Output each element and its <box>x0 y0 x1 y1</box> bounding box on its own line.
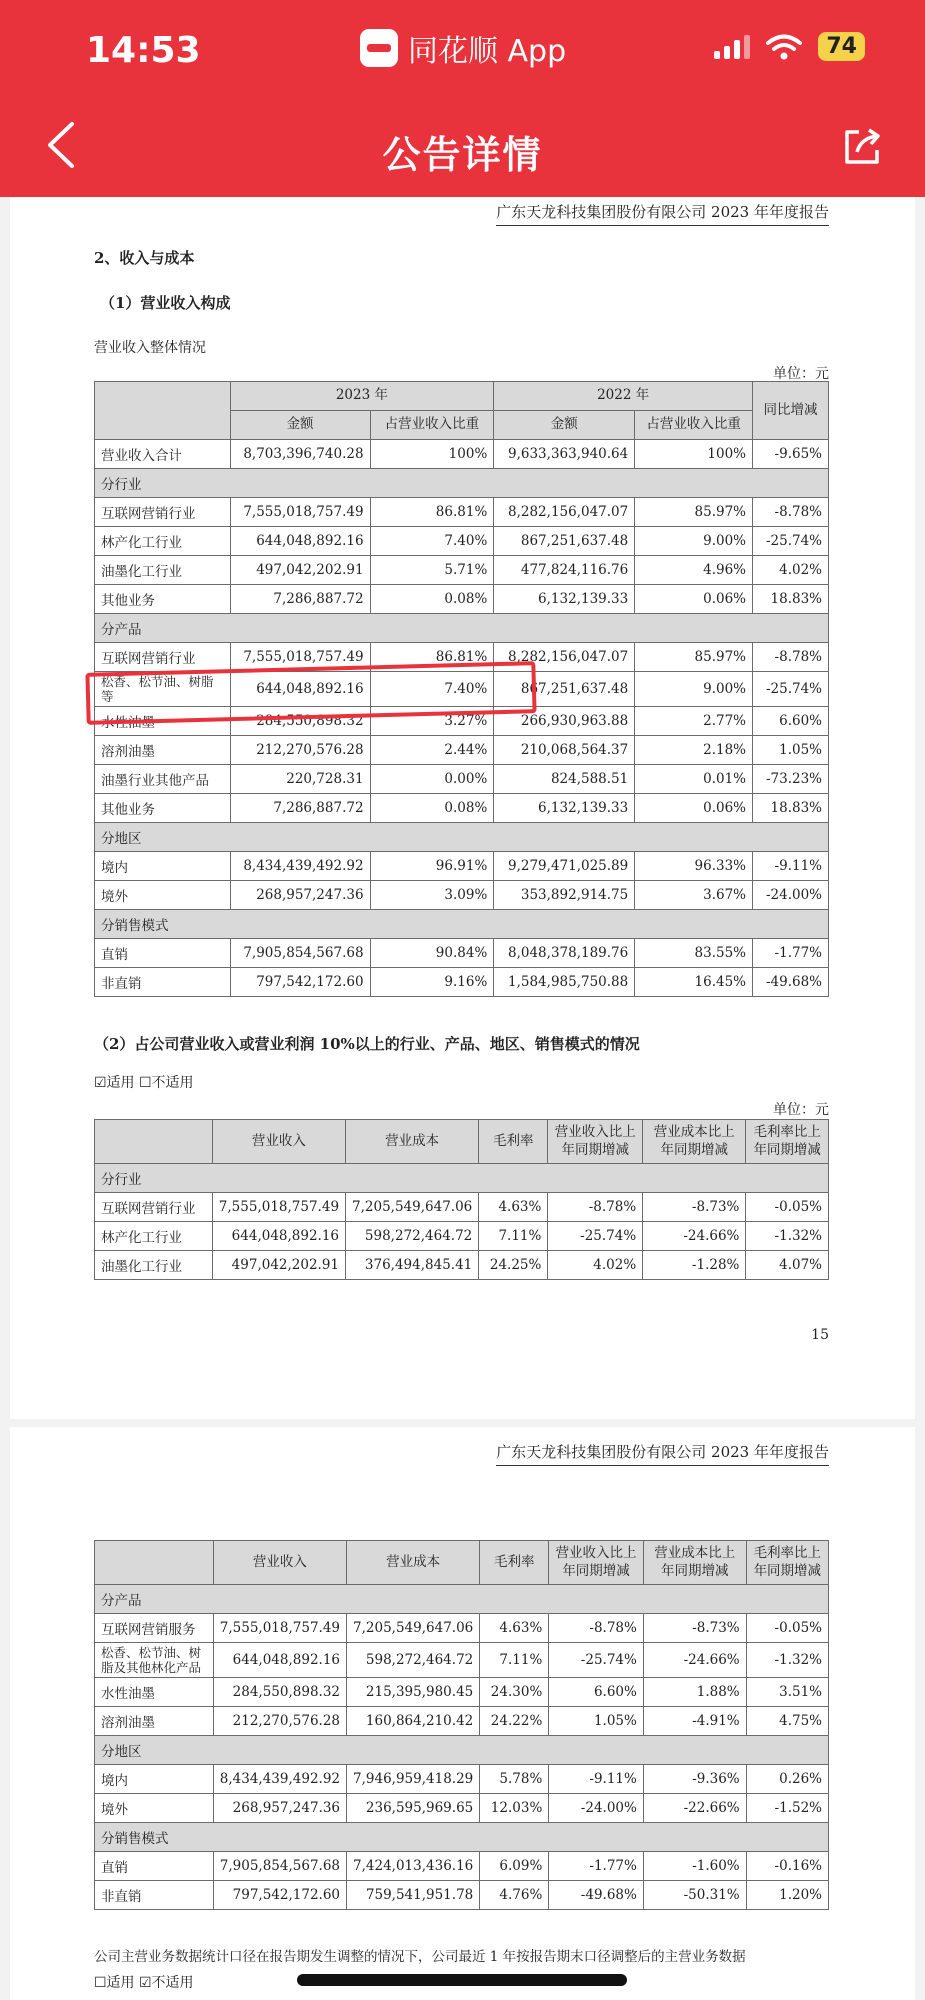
table-cell: 90.84% <box>370 939 494 968</box>
table-cell: 85.97% <box>635 643 753 672</box>
table-cell: 7,424,013,436.16 <box>347 1852 480 1881</box>
table-cell: 8,434,439,492.92 <box>230 852 370 881</box>
table-cell: -0.05% <box>746 1193 829 1222</box>
table-cell: -4.91% <box>643 1707 746 1736</box>
table-cell: 284,550,898.32 <box>213 1678 346 1707</box>
app-badge[interactable] <box>360 26 566 70</box>
table-cell: -9.36% <box>643 1765 746 1794</box>
table-row <box>95 1643 829 1678</box>
table-row <box>95 736 829 765</box>
column-header: 营业成本 <box>346 1120 479 1164</box>
row-label: 直销 <box>95 1852 214 1881</box>
table-cell: 8,434,439,492.92 <box>213 1765 346 1794</box>
table-cell: 376,494,845.41 <box>346 1251 479 1280</box>
group-label: 分地区 <box>95 823 829 852</box>
table-cell: 644,048,892.16 <box>212 1222 345 1251</box>
table-cell: 4.07% <box>746 1251 829 1280</box>
group-label: 分销售模式 <box>95 1823 829 1852</box>
table-cell: -1.77% <box>549 1852 644 1881</box>
table-cell: 2.18% <box>635 736 753 765</box>
table-row <box>95 1678 829 1707</box>
column-header: 营业收入 <box>213 1541 346 1585</box>
table-cell: 7,286,887.72 <box>230 585 370 614</box>
table-cell: -9.11% <box>549 1765 644 1794</box>
table-cell: -24.00% <box>549 1794 644 1823</box>
row-label: 营业收入合计 <box>95 440 231 469</box>
table-cell: 2.44% <box>370 736 494 765</box>
row-label: 非直销 <box>95 1881 214 1910</box>
table-cell: 7,555,018,757.49 <box>212 1193 345 1222</box>
column-header: 营业收入比上年同期增减 <box>549 1541 644 1585</box>
table-cell: 1,584,985,750.88 <box>494 968 635 997</box>
group-label: 分产品 <box>95 1585 829 1614</box>
table-cell: -0.05% <box>746 1614 828 1643</box>
table-cell: 797,542,172.60 <box>213 1881 346 1910</box>
table-cell: -1.52% <box>746 1794 828 1823</box>
app-name: 同花顺 App <box>408 34 567 69</box>
table-cell: 5.71% <box>370 556 494 585</box>
header-amount: 金额 <box>494 411 635 440</box>
table-cell: 0.08% <box>370 794 494 823</box>
row-label: 境外 <box>95 1794 214 1823</box>
table-cell: 497,042,202.91 <box>230 556 370 585</box>
table-cell: 9,633,363,940.64 <box>494 440 635 469</box>
column-header: 毛利率比上年同期增减 <box>746 1541 828 1585</box>
row-label: 境内 <box>95 852 231 881</box>
table-cell: 7.40% <box>370 672 494 707</box>
table-cell: 7,205,549,647.06 <box>346 1193 479 1222</box>
table-cell: -24.00% <box>753 881 829 910</box>
group-row <box>95 1164 829 1193</box>
table-cell: 6.60% <box>549 1678 644 1707</box>
group-row <box>95 1823 829 1852</box>
table-row <box>95 672 829 707</box>
table-cell: 644,048,892.16 <box>213 1643 346 1678</box>
table-cell: 12.03% <box>480 1794 549 1823</box>
header-share: 占营业收入比重 <box>370 411 494 440</box>
table-cell: -8.78% <box>753 643 829 672</box>
table-cell: 100% <box>370 440 494 469</box>
table-cell: 6.60% <box>753 707 829 736</box>
home-indicator <box>297 1974 627 1986</box>
table-cell: 797,542,172.60 <box>230 968 370 997</box>
group-row <box>95 469 829 498</box>
table-cell: 268,957,247.36 <box>230 881 370 910</box>
table-cell: -50.31% <box>643 1881 746 1910</box>
table-row <box>95 1707 829 1736</box>
table-caption: 营业收入整体情况 <box>94 340 206 356</box>
table-cell: -9.65% <box>753 440 829 469</box>
table-cell: 1.05% <box>549 1707 644 1736</box>
table-cell: 6,132,139.33 <box>494 794 635 823</box>
running-head: 广东天龙科技集团股份有限公司 2023 年年度报告 <box>496 1441 829 1466</box>
table-row <box>95 968 829 997</box>
table-cell: 7,905,854,567.68 <box>213 1852 346 1881</box>
table-cell: -25.74% <box>753 527 829 556</box>
table-cell: 18.83% <box>753 585 829 614</box>
subsection-title: （1）营业收入构成 <box>100 294 231 312</box>
table-row <box>95 498 829 527</box>
status-time: 14:53 <box>86 30 201 71</box>
column-header: 营业收入比上年同期增减 <box>548 1120 643 1164</box>
row-label: 互联网营销服务 <box>95 1614 214 1643</box>
table-row <box>95 852 829 881</box>
table-row <box>95 1193 829 1222</box>
table-cell: 96.33% <box>635 852 753 881</box>
row-label: 其他业务 <box>95 585 231 614</box>
table-cell: 7,205,549,647.06 <box>347 1614 480 1643</box>
table-cell: -0.16% <box>746 1852 828 1881</box>
table-cell: 8,282,156,047.07 <box>494 643 635 672</box>
table-cell: 268,957,247.36 <box>213 1794 346 1823</box>
row-label: 松香、松节油、树脂及其他林化产品 <box>95 1643 214 1678</box>
unit-label: 单位：元 <box>773 1102 829 1118</box>
table-row <box>95 1614 829 1643</box>
table-row <box>95 1881 829 1910</box>
row-label: 境内 <box>95 1765 214 1794</box>
report-page-1 <box>10 197 915 1419</box>
table-cell: 8,282,156,047.07 <box>494 498 635 527</box>
header-blank <box>95 1541 214 1585</box>
table-cell: 6,132,139.33 <box>494 585 635 614</box>
table-cell: 867,251,637.48 <box>494 672 635 707</box>
table-row <box>95 707 829 736</box>
table-cell: 5.78% <box>480 1765 549 1794</box>
table-cell: 7,286,887.72 <box>230 794 370 823</box>
group-label: 分行业 <box>95 469 829 498</box>
table-cell: 7,555,018,757.49 <box>230 498 370 527</box>
battery-indicator: 74 <box>818 32 865 61</box>
table-cell: 644,048,892.16 <box>230 672 370 707</box>
table-cell: 24.25% <box>479 1251 548 1280</box>
section-title: 2、收入与成本 <box>94 249 195 267</box>
table-cell: 4.02% <box>753 556 829 585</box>
signal-icon <box>714 35 750 59</box>
segment-table-product <box>94 1540 829 1910</box>
table-cell: 3.27% <box>370 707 494 736</box>
table-cell: 9.16% <box>370 968 494 997</box>
table-cell: -25.74% <box>549 1643 644 1678</box>
table-cell: 220,728.31 <box>230 765 370 794</box>
table-cell: -1.60% <box>643 1852 746 1881</box>
table-cell: -24.66% <box>643 1222 746 1251</box>
wifi-icon <box>766 34 802 60</box>
table-cell: 85.97% <box>635 498 753 527</box>
table-cell: 3.09% <box>370 881 494 910</box>
table-cell: 0.06% <box>635 794 753 823</box>
table-cell: 100% <box>635 440 753 469</box>
table-row <box>95 1794 829 1823</box>
table-cell: -8.73% <box>643 1193 746 1222</box>
table-row <box>95 794 829 823</box>
header-amount: 金额 <box>230 411 370 440</box>
page-title: 公告详情 <box>382 133 543 177</box>
table-cell: 3.67% <box>635 881 753 910</box>
table-cell: 0.06% <box>635 585 753 614</box>
table-cell: -73.23% <box>753 765 829 794</box>
column-header: 营业成本比上年同期增减 <box>643 1120 746 1164</box>
group-row <box>95 910 829 939</box>
table-row <box>95 881 829 910</box>
row-label: 油墨化工行业 <box>95 556 231 585</box>
table-cell: -1.77% <box>753 939 829 968</box>
table-cell: 8,048,378,189.76 <box>494 939 635 968</box>
table-cell: 24.22% <box>480 1707 549 1736</box>
table-row <box>95 939 829 968</box>
table-cell: 210,068,564.37 <box>494 736 635 765</box>
table-row <box>95 1222 829 1251</box>
table-cell: 96.91% <box>370 852 494 881</box>
table-cell: 284,550,898.32 <box>230 707 370 736</box>
table-cell: 236,595,969.65 <box>347 1794 480 1823</box>
table-cell: 867,251,637.48 <box>494 527 635 556</box>
table-cell: 1.05% <box>753 736 829 765</box>
group-label: 分地区 <box>95 1736 829 1765</box>
table-cell: -25.74% <box>753 672 829 707</box>
table-cell: 1.20% <box>746 1881 828 1910</box>
table-cell: 212,270,576.28 <box>230 736 370 765</box>
table-cell: -8.78% <box>549 1614 644 1643</box>
table-cell: 7.11% <box>480 1643 549 1678</box>
column-header: 毛利率比上年同期增减 <box>746 1120 829 1164</box>
table-cell: 598,272,464.72 <box>347 1643 480 1678</box>
table-row <box>95 765 829 794</box>
group-row <box>95 1585 829 1614</box>
row-label: 互联网营销行业 <box>95 643 231 672</box>
group-row <box>95 1736 829 1765</box>
row-label: 互联网营销行业 <box>95 1193 213 1222</box>
row-label: 非直销 <box>95 968 231 997</box>
row-label: 其他业务 <box>95 794 231 823</box>
table-row <box>95 527 829 556</box>
header-share: 占营业收入比重 <box>635 411 753 440</box>
applicable-checkbox: ☑适用 ☐不适用 <box>94 1075 194 1091</box>
table-cell: -25.74% <box>548 1222 643 1251</box>
table-row <box>95 1852 829 1881</box>
table-cell: 7,905,854,567.68 <box>230 939 370 968</box>
table-cell: 0.26% <box>746 1765 828 1794</box>
table-cell: -1.32% <box>746 1643 828 1678</box>
header-2023: 2023 年 <box>230 382 494 411</box>
table-cell: 759,541,951.78 <box>347 1881 480 1910</box>
segment-table-industry <box>94 1119 829 1280</box>
table-cell: 3.51% <box>746 1678 828 1707</box>
share-icon[interactable] <box>841 126 883 168</box>
table-row <box>95 643 829 672</box>
row-label: 互联网营销行业 <box>95 498 231 527</box>
table-cell: 598,272,464.72 <box>346 1222 479 1251</box>
page-number: 15 <box>811 1327 829 1343</box>
table-cell: 0.00% <box>370 765 494 794</box>
table-cell: 7,946,959,418.29 <box>347 1765 480 1794</box>
header-2022: 2022 年 <box>494 382 753 411</box>
table-cell: 16.45% <box>635 968 753 997</box>
table-cell: 9,279,471,025.89 <box>494 852 635 881</box>
row-label: 水性油墨 <box>95 707 231 736</box>
not-applicable-checkbox: ☐适用 ☑不适用 <box>94 1975 194 1991</box>
total-row <box>95 440 829 469</box>
table-cell: 7,555,018,757.49 <box>230 643 370 672</box>
table-cell: 644,048,892.16 <box>230 527 370 556</box>
table-cell: 353,892,914.75 <box>494 881 635 910</box>
table-cell: 18.83% <box>753 794 829 823</box>
row-label: 水性油墨 <box>95 1678 214 1707</box>
status-indicators <box>714 32 865 61</box>
table-cell: 86.81% <box>370 643 494 672</box>
table-cell: -49.68% <box>753 968 829 997</box>
table-cell: -24.66% <box>643 1643 746 1678</box>
row-label: 林产化工行业 <box>95 1222 213 1251</box>
table-cell: 4.76% <box>480 1881 549 1910</box>
column-header: 毛利率 <box>479 1120 548 1164</box>
group-label: 分销售模式 <box>95 910 829 939</box>
table-cell: -1.28% <box>643 1251 746 1280</box>
row-label: 直销 <box>95 939 231 968</box>
subsection-title-2: （2）占公司营业收入或营业利润 10%以上的行业、产品、地区、销售模式的情况 <box>94 1035 640 1053</box>
unit-label: 单位：元 <box>773 366 829 382</box>
table-cell: 83.55% <box>635 939 753 968</box>
table-cell: -8.73% <box>643 1614 746 1643</box>
revenue-composition-table <box>94 381 829 997</box>
table-cell: 4.96% <box>635 556 753 585</box>
table-cell: 2.77% <box>635 707 753 736</box>
table-cell: 212,270,576.28 <box>213 1707 346 1736</box>
table-cell: -22.66% <box>643 1794 746 1823</box>
row-label: 境外 <box>95 881 231 910</box>
group-label: 分行业 <box>95 1164 829 1193</box>
table-cell: 1.88% <box>643 1678 746 1707</box>
adjustment-note: 公司主营业务数据统计口径在报告期发生调整的情况下，公司最近 1 年按报告期末口径调整后的主营业务数据 <box>94 1949 746 1965</box>
report-page-2 <box>10 1427 915 2000</box>
row-label: 油墨行业其他产品 <box>95 765 231 794</box>
table-cell: 4.63% <box>479 1193 548 1222</box>
app-header <box>0 0 925 197</box>
table-cell: 8,703,396,740.28 <box>230 440 370 469</box>
table-cell: 160,864,210.42 <box>347 1707 480 1736</box>
table-cell: 7,555,018,757.49 <box>213 1614 346 1643</box>
row-label: 林产化工行业 <box>95 527 231 556</box>
table-cell: 86.81% <box>370 498 494 527</box>
table-cell: 24.30% <box>480 1678 549 1707</box>
group-label: 分产品 <box>95 614 829 643</box>
header-yoy: 同比增减 <box>753 382 829 440</box>
column-header: 营业成本 <box>347 1541 480 1585</box>
row-label: 溶剂油墨 <box>95 1707 214 1736</box>
table-row <box>95 585 829 614</box>
column-header: 营业成本比上年同期增减 <box>643 1541 746 1585</box>
table-cell: 824,588.51 <box>494 765 635 794</box>
column-header: 毛利率 <box>480 1541 549 1585</box>
header-blank <box>95 1120 213 1164</box>
table-cell: 215,395,980.45 <box>347 1678 480 1707</box>
table-cell: 7.40% <box>370 527 494 556</box>
table-cell: -1.32% <box>746 1222 829 1251</box>
table-cell: -8.78% <box>753 498 829 527</box>
table-cell: 9.00% <box>635 672 753 707</box>
row-label: 松香、松节油、树脂等 <box>95 672 231 707</box>
running-head: 广东天龙科技集团股份有限公司 2023 年年度报告 <box>496 201 829 226</box>
table-cell: 0.08% <box>370 585 494 614</box>
table-cell: 266,930,963.88 <box>494 707 635 736</box>
table-cell: -49.68% <box>549 1881 644 1910</box>
table-row <box>95 556 829 585</box>
group-row <box>95 823 829 852</box>
table-cell: 4.02% <box>548 1251 643 1280</box>
column-header: 营业收入 <box>212 1120 345 1164</box>
table-cell: 9.00% <box>635 527 753 556</box>
table-row <box>95 1765 829 1794</box>
table-cell: 6.09% <box>480 1852 549 1881</box>
row-label: 溶剂油墨 <box>95 736 231 765</box>
table-cell: 477,824,116.76 <box>494 556 635 585</box>
table-cell: 4.75% <box>746 1707 828 1736</box>
table-cell: 4.63% <box>480 1614 549 1643</box>
table-cell: 497,042,202.91 <box>212 1251 345 1280</box>
app-logo-icon <box>360 29 398 67</box>
table-cell: -8.78% <box>548 1193 643 1222</box>
row-label: 油墨化工行业 <box>95 1251 213 1280</box>
table-cell: 0.01% <box>635 765 753 794</box>
header-blank <box>95 382 231 440</box>
table-row <box>95 1251 829 1280</box>
table-cell: -9.11% <box>753 852 829 881</box>
table-cell: 7.11% <box>479 1222 548 1251</box>
group-row <box>95 614 829 643</box>
